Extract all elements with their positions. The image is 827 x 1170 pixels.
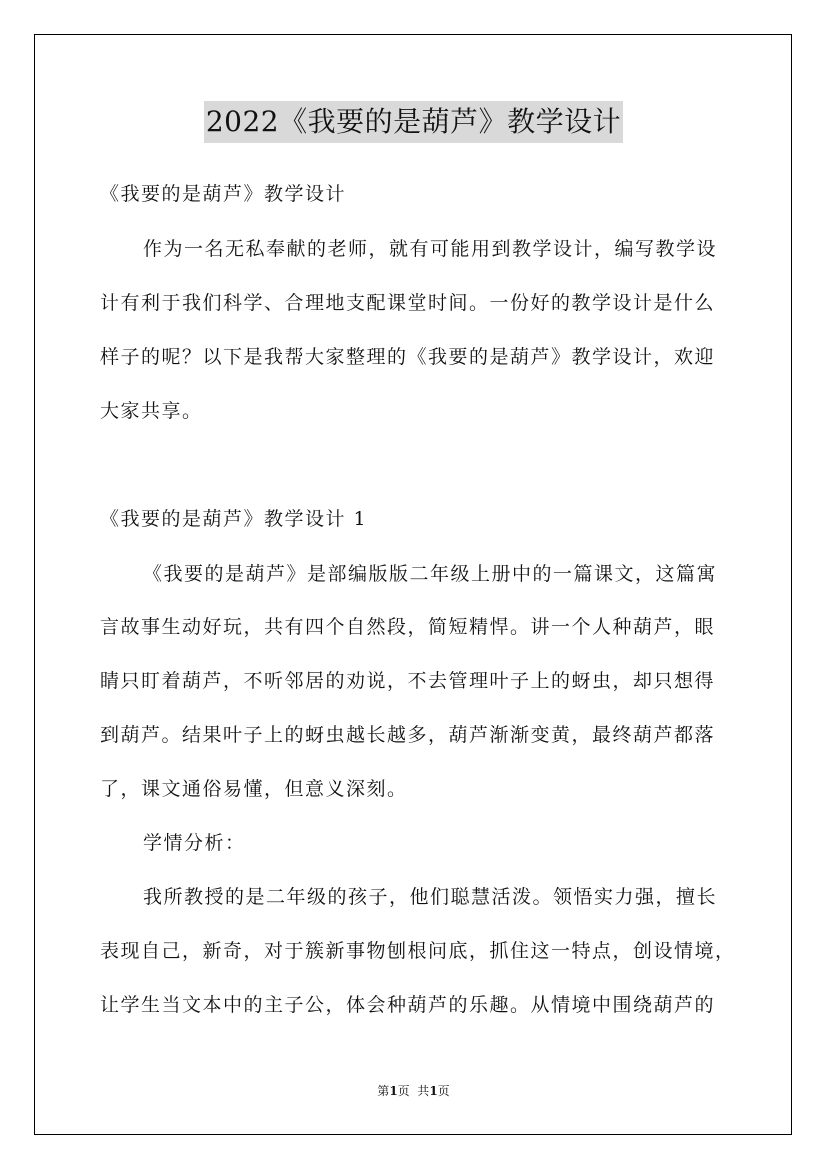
section1-line: 到葫芦。结果叶子上的蚜虫越长越多，葫芦渐渐变黄，最终葫芦都落 — [100, 724, 716, 746]
section1-line: 了，课文通俗易懂，但意义深刻。 — [100, 778, 408, 800]
section1-line: 睛只盯着葫芦，不听邻居的劝说，不去管理叶子上的蚜虫，却只想得 — [100, 670, 716, 692]
document-title-text: 2022《我要的是葫芦》教学设计 — [204, 101, 623, 143]
subtitle: 《我要的是葫芦》教学设计 — [100, 183, 347, 205]
section1-line: 言故事生动好玩，共有四个自然段，简短精悍。讲一个人种葫芦，眼 — [100, 616, 716, 638]
intro-line: 大家共享。 — [100, 400, 203, 422]
section1-heading: 《我要的是葫芦》教学设计 1 — [100, 508, 368, 530]
page-footer — [0, 1083, 827, 1099]
analysis-line: 表现自己，新奇，对于簇新事物刨根问底，抓住这一特点，创设情境， — [100, 940, 736, 962]
document-title — [0, 101, 827, 143]
footer-prefix: 第 — [377, 1084, 390, 1098]
footer-page-current: 1 — [389, 1084, 398, 1098]
footer-mid: 页 共 — [397, 1084, 430, 1098]
intro-line: 作为一名无私奉献的老师，就有可能用到教学设计，编写教学设 — [143, 238, 718, 260]
analysis-line: 让学生当文本中的主子公，体会种葫芦的乐趣。从情境中围绕葫芦的 — [100, 994, 716, 1016]
analysis-heading: 学情分析： — [143, 832, 246, 854]
analysis-line: 我所教授的是二年级的孩子，他们聪慧活泼。领悟实力强，擅长 — [143, 886, 718, 908]
intro-line: 计有利于我们科学、合理地支配课堂时间。一份好的教学设计是什么 — [100, 292, 716, 314]
footer-page-total: 1 — [429, 1084, 438, 1098]
footer-suffix: 页 — [437, 1084, 450, 1098]
intro-line: 样子的呢？以下是我帮大家整理的《我要的是葫芦》教学设计，欢迎 — [100, 346, 716, 368]
section1-line: 《我要的是葫芦》是部编版版二年级上册中的一篇课文，这篇寓 — [143, 563, 718, 585]
